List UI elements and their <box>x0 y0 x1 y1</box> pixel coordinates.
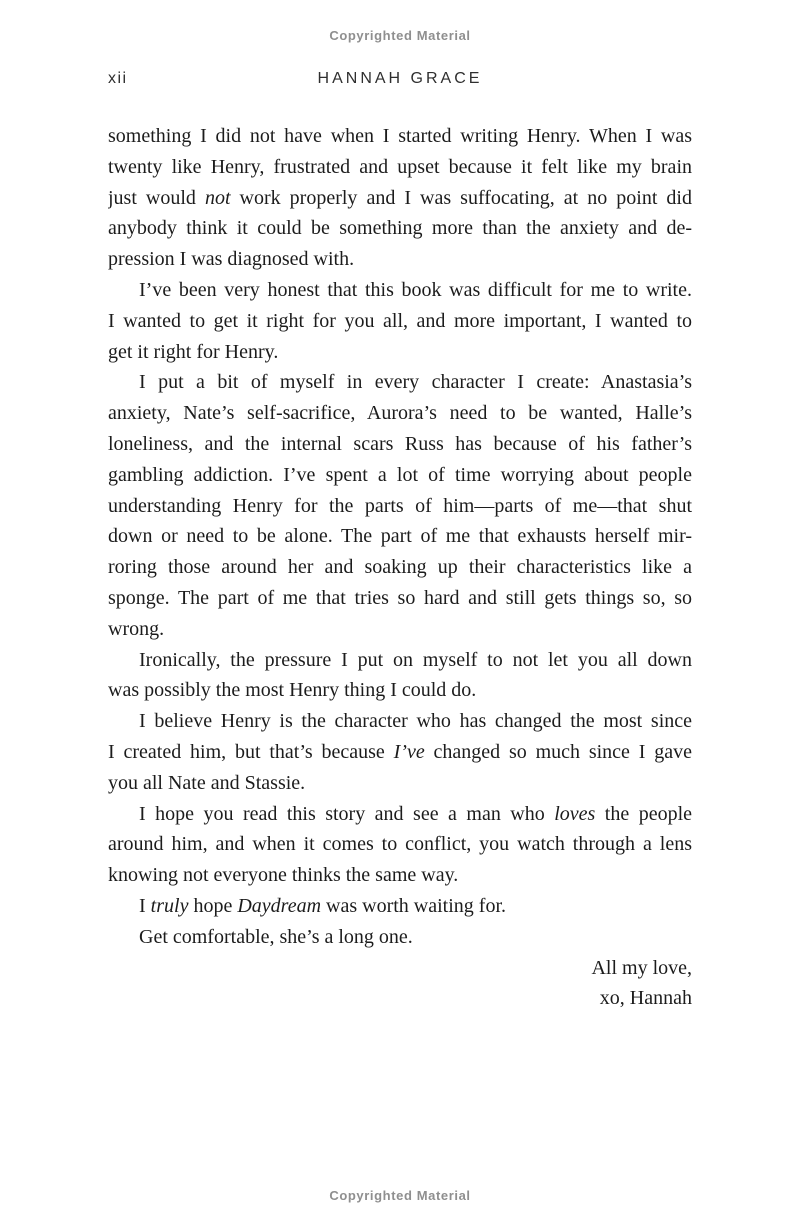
text-line: you all Nate and Stassie. <box>108 771 306 794</box>
text-line: roring those around her and soaking up their characteristics like a <box>108 556 692 579</box>
text-line: sponge. The part of me that tries so hard and still gets things so, so <box>108 586 692 609</box>
text-line: understanding Henry for the parts of him—parts of me—that shut <box>108 494 692 517</box>
text-line: just would not work properly and I was suffocating, at no point did <box>108 186 692 209</box>
text-line: I believe Henry is the character who has changed the most since <box>139 710 692 733</box>
text-line: Ironically, the pressure I put on myself to not let you all down <box>139 648 692 671</box>
text-line: get it right for Henry. <box>108 340 279 363</box>
text-line: Get comfortable, she’s a long one. <box>139 925 413 948</box>
running-head-author: HANNAH GRACE <box>317 70 483 87</box>
text-line: I created him, but that’s because I’ve changed so much since I gave <box>108 740 692 763</box>
text-line: around him, and when it comes to conflict, you watch through a lens <box>108 833 692 856</box>
text-line: gambling addiction. I’ve spent a lot of time worrying about people <box>108 463 692 486</box>
body-text <box>108 121 692 953</box>
copyright-notice-top: Copyrighted Material <box>329 28 471 43</box>
page-header <box>0 70 800 92</box>
text-line: wrong. <box>108 617 165 640</box>
copyright-notice-bottom: Copyrighted Material <box>329 1188 471 1203</box>
text-line: anybody think it could be something more than the anxiety and de- <box>108 217 692 240</box>
text-line: I put a bit of myself in every character I create: Anastasia’s <box>139 371 692 394</box>
body-column <box>108 121 692 1014</box>
page-number: xii <box>108 70 128 87</box>
text-line: down or need to be alone. The part of me that exhausts herself mir- <box>108 525 692 548</box>
signoff-line-1: All my love, <box>591 956 692 979</box>
text-line: pression I was diagnosed with. <box>108 248 355 271</box>
text-line: knowing not everyone thinks the same way. <box>108 864 459 887</box>
text-line: I hope you read this story and see a man who loves the people <box>139 802 692 825</box>
text-line: I truly hope Daydream was worth waiting for. <box>139 894 507 917</box>
text-line: twenty like Henry, frustrated and upset because it felt like my brain <box>108 155 692 178</box>
text-line: I wanted to get it right for you all, and more important, I wanted to <box>108 309 692 332</box>
text-line: anxiety, Nate’s self-sacrifice, Aurora’s need to be wanted, Halle’s <box>108 402 692 425</box>
text-line: loneliness, and the internal scars Russ has because of his father’s <box>108 432 692 455</box>
text-line: something I did not have when I started writing Henry. When I was <box>108 125 692 147</box>
text-line: I’ve been very honest that this book was difficult for me to write. <box>139 278 692 301</box>
text-line: was possibly the most Henry thing I could do. <box>108 679 477 702</box>
signoff-line-2: xo, Hannah <box>599 987 692 1010</box>
